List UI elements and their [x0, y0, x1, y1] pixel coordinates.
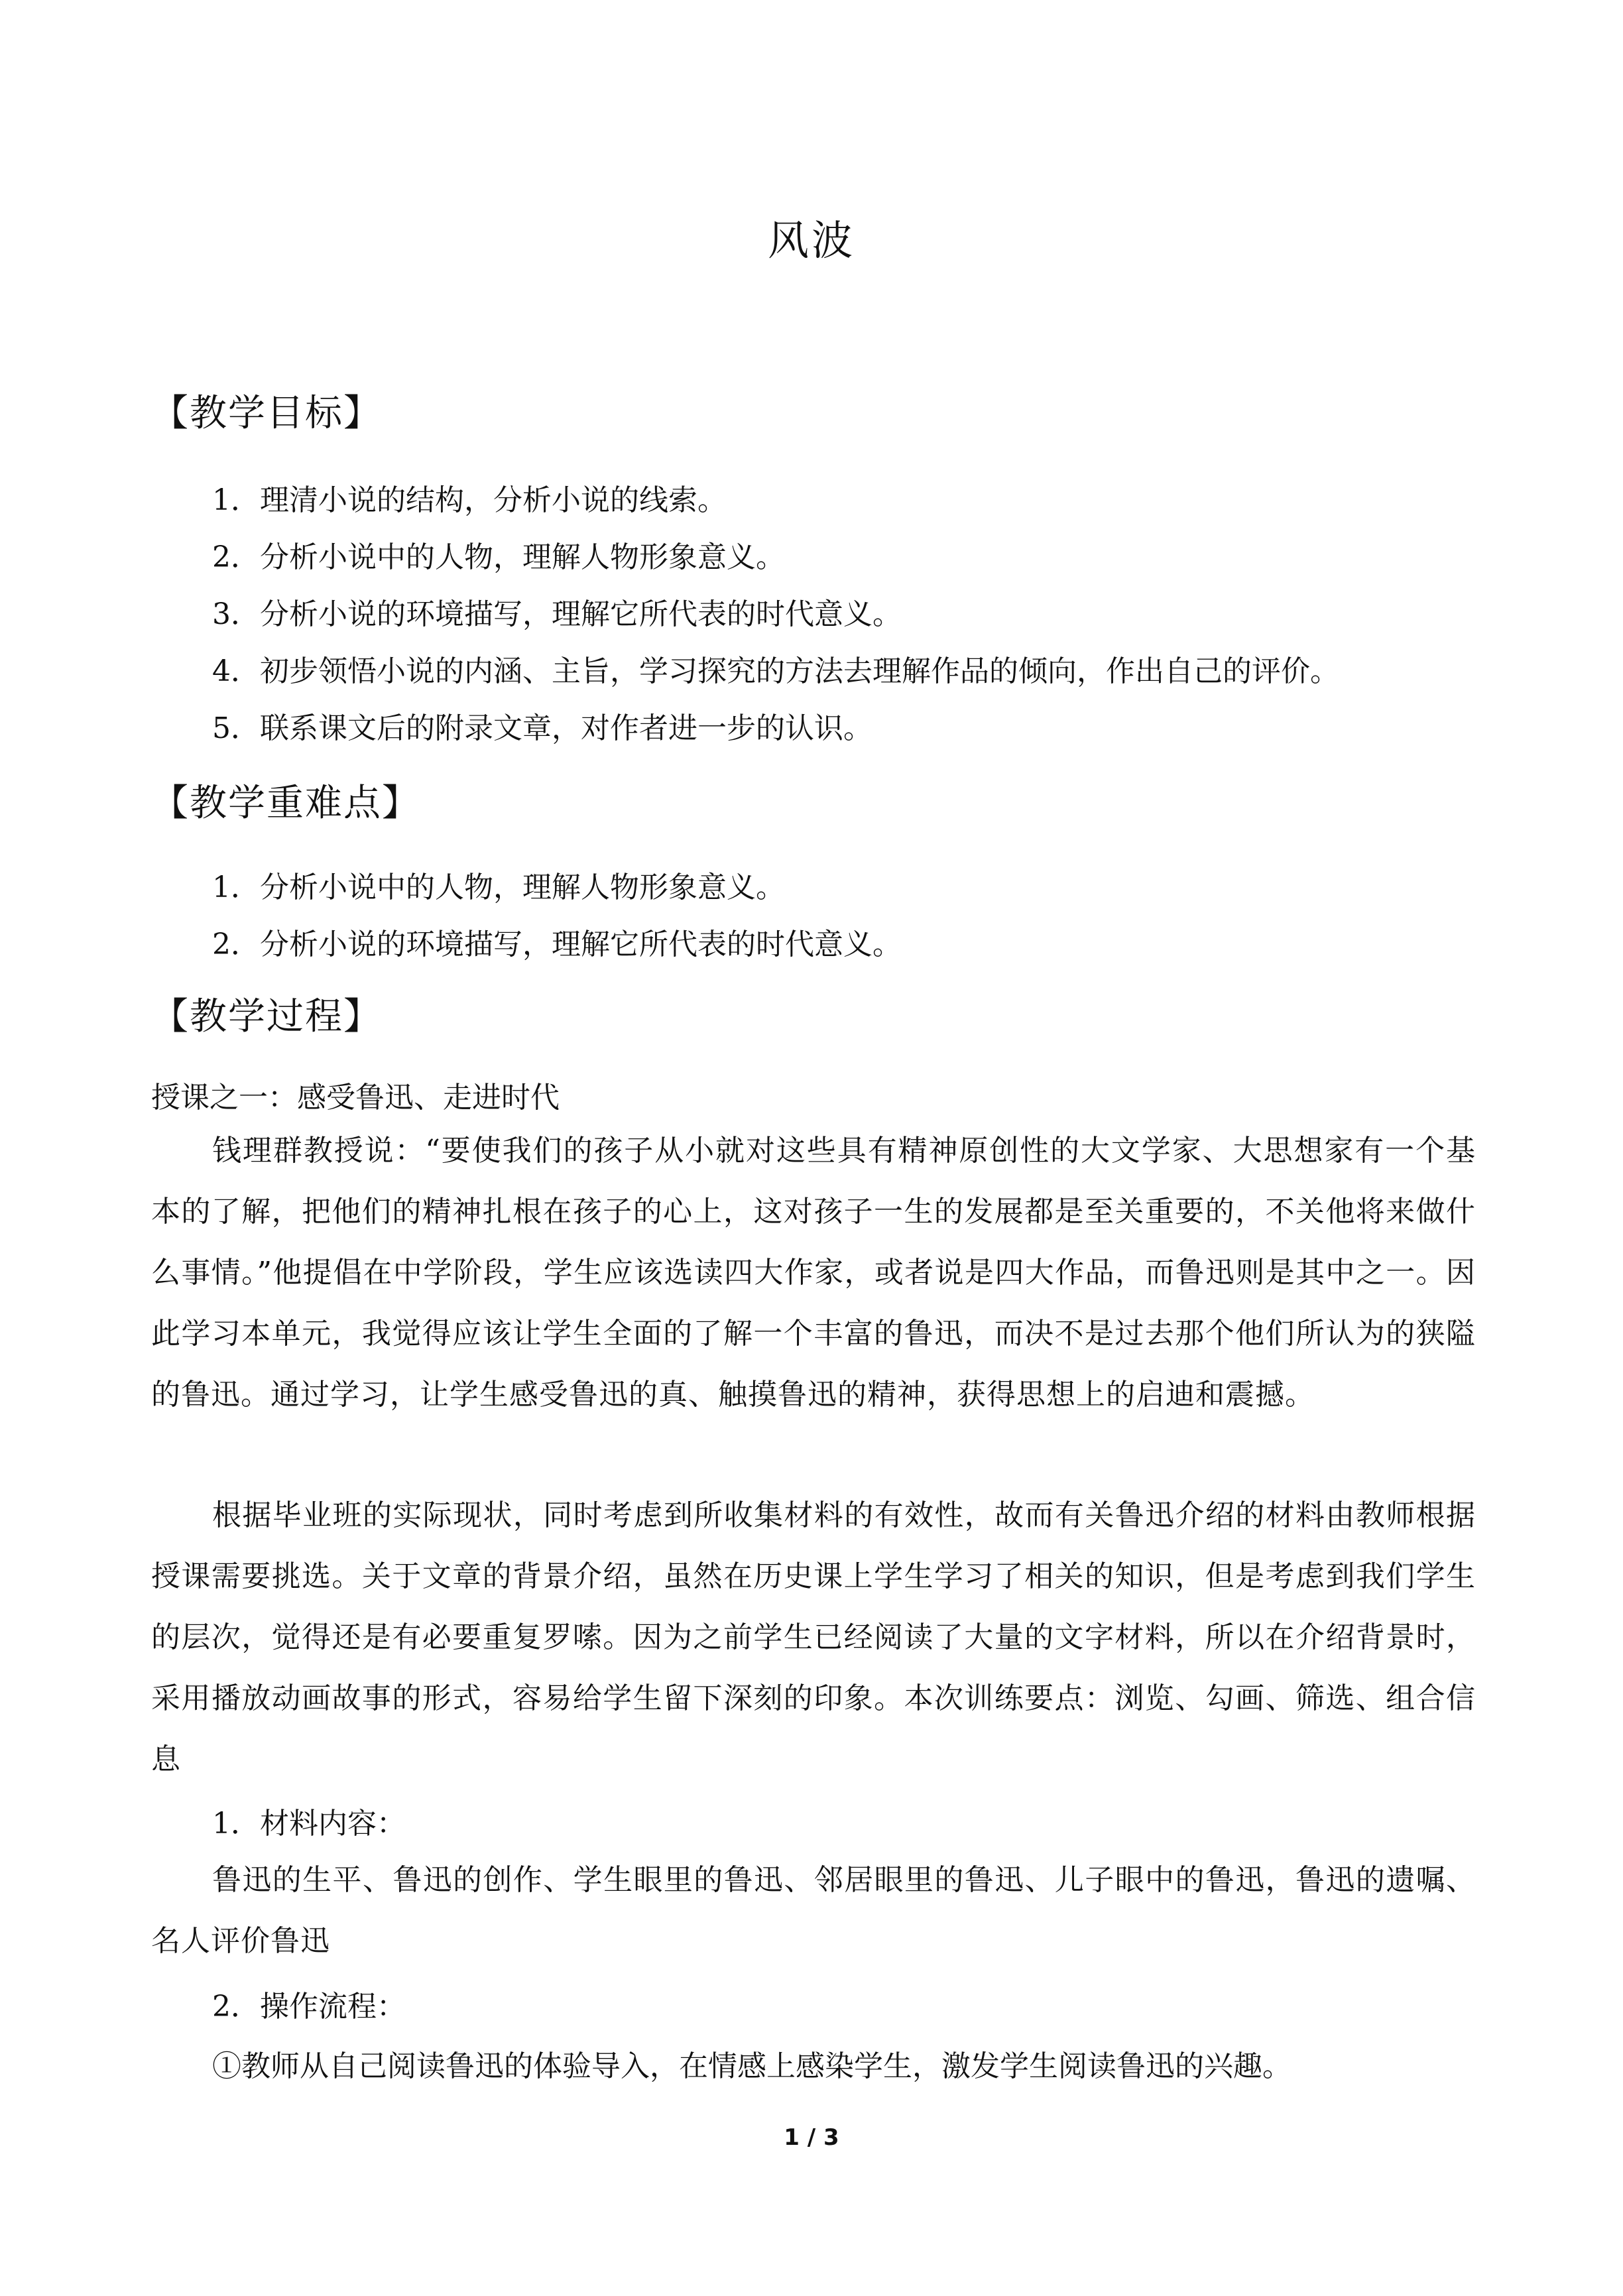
procedure-step: ①教师从自己阅读鲁迅的体验导入，在情感上感染学生，激发学生阅读鲁迅的兴趣。 — [212, 2049, 1292, 2083]
objective-item: 1．理清小说的结构，分析小说的线索。 — [212, 483, 727, 517]
procedure-label: 2．操作流程： — [212, 1990, 406, 2024]
key-point-item: 2．分析小说的环境描写，理解它所代表的时代意义。 — [212, 928, 902, 961]
section-heading-objectives: 【教学目标】 — [151, 392, 382, 435]
page-title: 风波 — [767, 216, 855, 265]
material-label: 1．材料内容： — [212, 1807, 406, 1841]
body-paragraph-1: 钱理群教授说：“要使我们的孩子从小就对这些具有精神原创性的大文学家、大思想家有一个基本的了解，把他们的精神扎根在孩子的心上，这对孩子一生的发展都是至关重要的，不关他将来做什么事情。”他提倡在中学阶段，学生应该选读四大作家，或者说是四大作品，而鲁迅则是其中之一。因此学习本单元，我觉得应该让学生全面的了解一个丰富的鲁迅，而决不是过去那个他们所认为的狭隘的鲁迅。通过学习，让学生感受鲁迅的真、触摸鲁迅的精神，获得思想上的启迪和震撼。 — [151, 1134, 1476, 1412]
section-heading-key-points: 【教学重难点】 — [151, 782, 420, 825]
objective-item: 3．分析小说的环境描写，理解它所代表的时代意义。 — [212, 597, 902, 631]
section-heading-process: 【教学过程】 — [151, 995, 382, 1038]
body-paragraph-2: 根据毕业班的实际现状，同时考虑到所收集材料的有效性，故而有关鲁迅介绍的材料由教师根据授课需要挑选。关于文章的背景介绍，虽然在历史课上学生学习了相关的知识，但是考虑到我们学生的层次，觉得还是有必要重复罗嗦。因为之前学生已经阅读了大量的文字材料，所以在介绍背景时，采用播放动画故事的形式，容易给学生留下深刻的印象。本次训练要点：浏览、勾画、筛选、组合信息 — [151, 1498, 1476, 1776]
material-content: 鲁迅的生平、鲁迅的创作、学生眼里的鲁迅、邻居眼里的鲁迅、儿子眼中的鲁迅，鲁迅的遗嘱、名人评价鲁迅 — [151, 1863, 1476, 1958]
page-number: 1 / 3 — [784, 2124, 839, 2151]
lesson-title: 授课之一：感受鲁迅、走进时代 — [151, 1081, 560, 1115]
objective-item: 4．初步领悟小说的内涵、主旨，学习探究的方法去理解作品的倾向，作出自己的评价。 — [212, 654, 1339, 688]
key-point-item: 1．分析小说中的人物，理解人物形象意义。 — [212, 871, 785, 904]
objective-item: 5．联系课文后的附录文章，对作者进一步的认识。 — [212, 711, 872, 745]
objective-item: 2．分析小说中的人物，理解人物形象意义。 — [212, 540, 785, 574]
